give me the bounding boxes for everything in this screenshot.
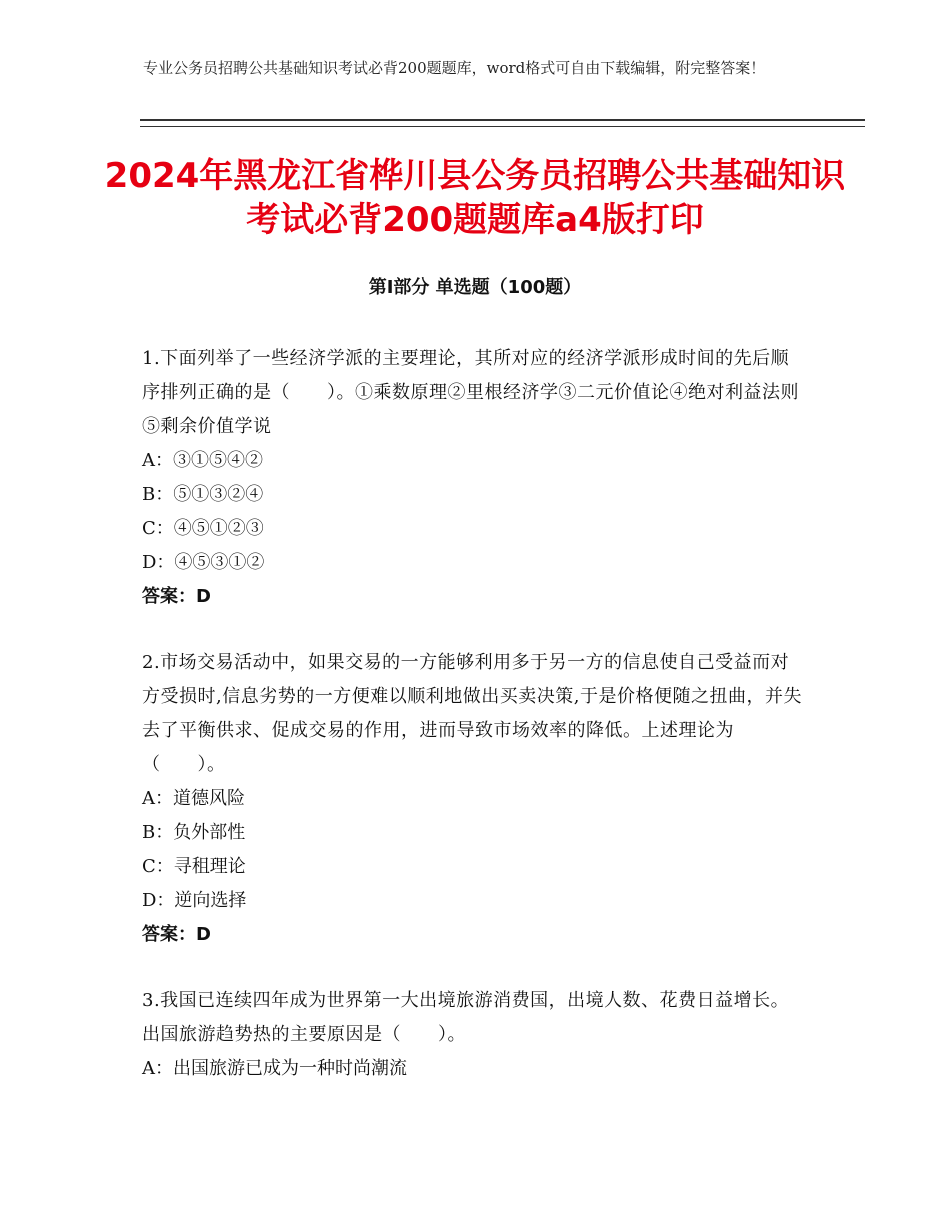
option-a: A：③①⑤④② — [142, 450, 263, 471]
answer-line: 答案：D — [142, 586, 211, 607]
answer-line: 答案：D — [142, 924, 211, 945]
option-d: D：④⑤③①② — [142, 552, 265, 573]
question-stem: 3.我国已连续四年成为世界第一大出境旅游消费国，出境人数、花费日益增长。出国旅游趋势热的主要原因是（ ）。 — [142, 990, 790, 1045]
question-list — [142, 342, 807, 1118]
option-b: B：负外部性 — [142, 822, 246, 843]
option-a: A：道德风险 — [142, 788, 245, 809]
option-c: C：④⑤①②③ — [142, 518, 264, 539]
question-stem: 2.市场交易活动中，如果交易的一方能够利用多于另一方的信息使自己受益而对方受损时,信息劣势的一方便难以顺利地做出买卖决策,于是价格便随之扭曲，并失去了平衡供求、促成交易的作用，进而导致市场效率的降低。上述理论为（ ）。 — [142, 652, 802, 775]
option-d: D：逆向选择 — [142, 890, 247, 911]
option-a: A：出国旅游已成为一种时尚潮流 — [142, 1058, 407, 1079]
document-title: 2024年黑龙江省桦川县公务员招聘公共基础知识考试必背200题题库a4版打印 — [104, 156, 846, 240]
section-heading: 第Ⅰ部分 单选题（100题） — [368, 277, 582, 298]
header-divider — [140, 119, 865, 127]
question-3 — [142, 984, 807, 1086]
option-c: C：寻租理论 — [142, 856, 246, 877]
question-2 — [142, 646, 807, 952]
question-stem: 1.下面列举了一些经济学派的主要理论，其所对应的经济学派形成时间的先后顺序排列正确的是（ ）。①乘数原理②里根经济学③二元价值论④绝对利益法则⑤剩余价值学说 — [142, 348, 799, 437]
header-note: 专业公务员招聘公共基础知识考试必背200题题库，word格式可自由下载编辑，附完整答案！ — [143, 59, 766, 77]
option-b: B：⑤①③②④ — [142, 484, 264, 505]
question-1 — [142, 342, 807, 614]
